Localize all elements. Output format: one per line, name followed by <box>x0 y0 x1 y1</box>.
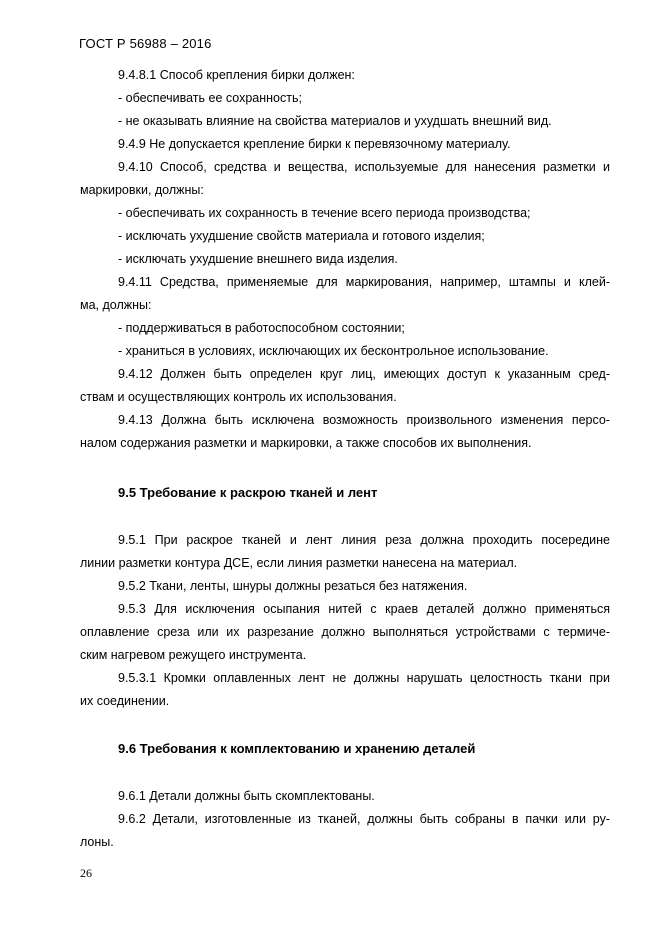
paragraph-line: 9.4.12 Должен быть определен круг лиц, имеющих доступ к указанным сред- <box>118 367 610 381</box>
paragraph-line: 9.5.1 При раскрое тканей и лент линия реза должна проходить посередине <box>118 533 610 547</box>
section-heading-9-6: 9.6 Требования к комплектованию и хранению деталей <box>118 741 476 756</box>
list-item: - обеспечивать ее сохранность; <box>118 91 302 105</box>
paragraph-line: 9.5.2 Ткани, ленты, шнуры должны резаться без натяжения. <box>118 579 468 593</box>
paragraph-line: 9.5.3.1 Кромки оплавленных лент не должны нарушать целостность ткани при <box>118 671 610 685</box>
paragraph-line: 9.6.1 Детали должны быть скомплектованы. <box>118 789 375 803</box>
page-number: 26 <box>80 866 92 880</box>
paragraph-line: ствам и осуществляющих контроль их использования. <box>80 390 397 404</box>
list-item: - исключать ухудшение внешнего вида изделия. <box>118 252 398 266</box>
list-item: - поддерживаться в работоспособном состоянии; <box>118 321 405 335</box>
paragraph-line: ма, должны: <box>80 298 152 312</box>
paragraph-line: ским нагревом режущего инструмента. <box>80 648 307 662</box>
paragraph-line: 9.4.8.1 Способ крепления бирки должен: <box>118 68 355 82</box>
paragraph-line: 9.4.9 Не допускается крепление бирки к перевязочному материалу. <box>118 137 511 151</box>
paragraph-line: налом содержания разметки и маркировки, а также способов их выполнения. <box>80 436 532 450</box>
paragraph-line: 9.4.10 Способ, средства и вещества, используемые для нанесения разметки и <box>118 160 610 174</box>
list-item: - не оказывать влияние на свойства материалов и ухудшать внешний вид. <box>118 114 552 128</box>
paragraph-line: маркировки, должны: <box>80 183 204 197</box>
paragraph-line: линии разметки контура ДСЕ, если линия разметки нанесена на материал. <box>80 556 518 570</box>
paragraph-line: 9.4.11 Средства, применяемые для маркирования, например, штампы и клей- <box>118 275 610 289</box>
paragraph-line: оплавление среза или их разрезание должно выполняться устройствами с термиче- <box>80 625 610 639</box>
paragraph-line: 9.6.2 Детали, изготовленные из тканей, должны быть собраны в пачки или ру- <box>118 812 610 826</box>
list-item: - обеспечивать их сохранность в течение всего периода производства; <box>118 206 531 220</box>
list-item: - исключать ухудшение свойств материала и готового изделия; <box>118 229 485 243</box>
paragraph-line: 9.5.3 Для исключения осыпания нитей с краев деталей должно применяться <box>118 602 610 616</box>
document-header: ГОСТ Р 56988 – 2016 <box>79 36 212 51</box>
paragraph-line: их соединении. <box>80 694 170 708</box>
paragraph-line: 9.4.13 Должна быть исключена возможность произвольного изменения персо- <box>118 413 610 427</box>
section-heading-9-5: 9.5 Требование к раскрою тканей и лент <box>118 485 378 500</box>
list-item: - храниться в условиях, исключающих их бесконтрольное использование. <box>118 344 549 358</box>
paragraph-line: лоны. <box>80 835 114 849</box>
